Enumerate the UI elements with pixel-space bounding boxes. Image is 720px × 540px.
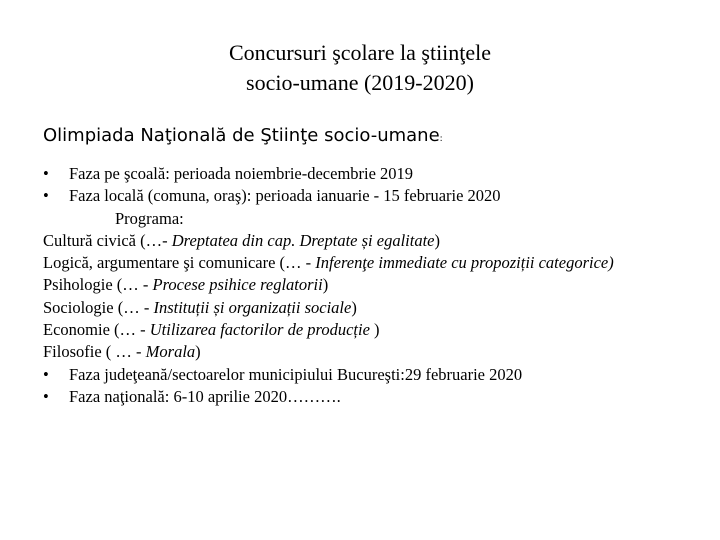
subject-prefix: Filosofie ( … - [43, 342, 146, 362]
heading-text: Olimpiada Naţională de Ştiinţe socio-umane [43, 125, 440, 146]
bullet-icon: • [43, 186, 49, 206]
subject-suffix: ) [369, 320, 380, 340]
subject-prefix: Logică, argumentare şi comunicare (… - [43, 253, 316, 273]
section-heading [43, 124, 443, 151]
bullet-text: Faza judeţeană/sectoarelor municipiului Bucureşti:29 februarie 2020 [69, 364, 523, 384]
subject-topic: Inferenţe immediate cu propoziții categorice) [315, 253, 614, 273]
subject-topic: Morala [145, 342, 196, 362]
bullet-icon: • [43, 164, 49, 183]
title-line-2: socio-umane (2019-2020) [246, 70, 474, 95]
bullet-icon: • [43, 364, 49, 384]
subject-suffix: ) [351, 297, 357, 317]
bullet-text: Faza locală (comuna, oraş): perioada ianuarie - 15 februarie 2020 [69, 186, 501, 206]
subject-logic [43, 252, 683, 274]
subject-civic-culture [43, 230, 683, 252]
bullet-item-county-phase [43, 364, 683, 386]
subject-suffix: ) [322, 275, 329, 295]
slide-title [0, 38, 720, 98]
program-label: Programa: [115, 208, 184, 228]
bullet-item-school-phase [43, 163, 683, 185]
subject-suffix: ) [434, 230, 440, 250]
bullet-text: Faza naţională: 6-10 aprilie 2020………. [69, 386, 341, 406]
subject-sociology [43, 297, 683, 319]
subject-prefix: Economie (… - [43, 320, 150, 340]
content-body [43, 163, 683, 408]
subject-prefix: Sociologie (… - [43, 297, 154, 317]
title-line-1: Concursuri şcolare la ştiinţele [228, 40, 492, 65]
bullet-text: Faza pe şcoală: perioada noiembrie-decembrie 2019 [69, 164, 414, 183]
bullet-item-local-phase [43, 185, 683, 207]
subject-philosophy [43, 341, 683, 363]
subject-topic: Procese psihice reglatorii [152, 275, 323, 295]
subject-economics [43, 319, 683, 341]
subject-topic: Utilizarea factorilor de producție [149, 320, 370, 340]
subject-psychology [43, 274, 683, 296]
subject-topic: Dreptatea din cap. Dreptate și egalitate [171, 230, 435, 250]
subject-prefix: Cultură civică (…- [43, 230, 172, 250]
bullet-icon: • [43, 386, 49, 406]
heading-colon: : [439, 134, 443, 144]
subject-suffix: ) [195, 342, 201, 362]
bullet-item-national-phase [43, 386, 683, 408]
subject-topic: Instituții și organizații sociale [153, 297, 352, 317]
subject-prefix: Psihologie (… - [43, 275, 153, 295]
